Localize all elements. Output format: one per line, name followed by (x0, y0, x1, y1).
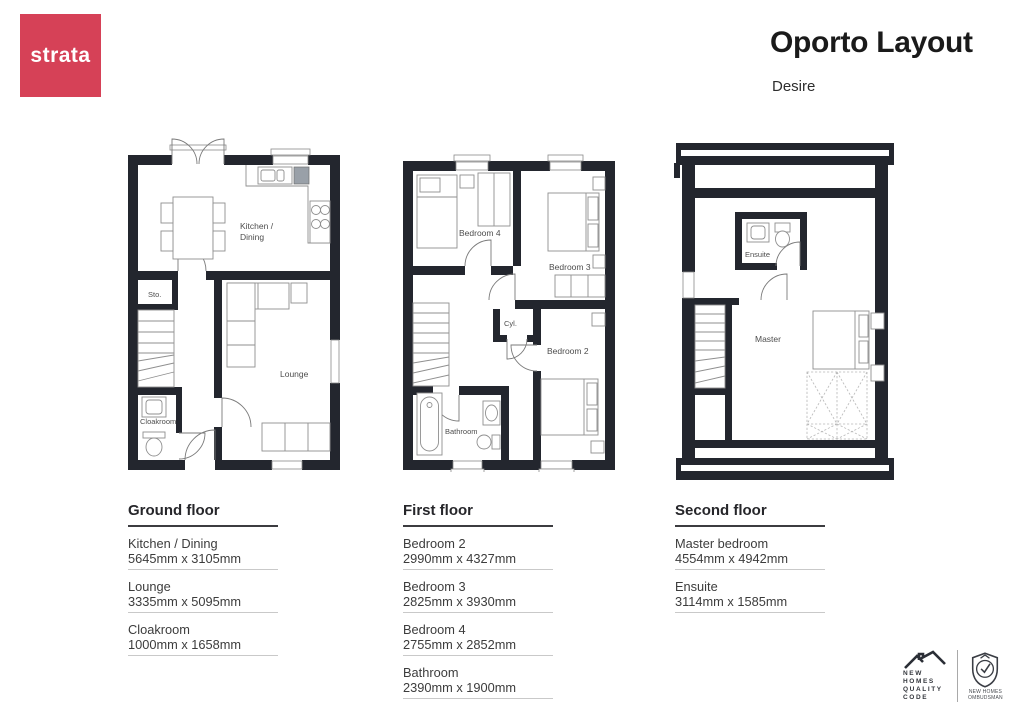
page-title: Oporto Layout (770, 26, 973, 59)
stairs-ground (138, 310, 174, 387)
label-kitchen: Kitchen / (240, 221, 274, 231)
room-name: Bedroom 2 (403, 536, 466, 551)
room-entry (128, 536, 278, 570)
room-dims: 3335mm x 5095mm (128, 594, 242, 609)
room-name: Bedroom 3 (403, 579, 466, 594)
room-entry (675, 579, 825, 613)
floorplan-first (403, 153, 615, 472)
bath (417, 393, 442, 455)
fitted-wardrobe (807, 372, 867, 439)
room-name: Cloakroom (128, 622, 190, 637)
first-floor-column (403, 502, 553, 699)
room-entry (403, 536, 553, 570)
new-homes-quality-code-logo (903, 650, 947, 702)
bathroom-toilet (477, 435, 500, 449)
room-dims: 2755mm x 2852mm (403, 637, 517, 652)
page-subtitle: Desire (772, 78, 816, 95)
room-dims: 2825mm x 3930mm (403, 594, 517, 609)
room-dims: 2990mm x 4327mm (403, 551, 517, 566)
second-floor-column (675, 502, 825, 613)
room-dims: 5645mm x 3105mm (128, 551, 242, 566)
stairs-first (413, 303, 449, 386)
room-entry (675, 536, 825, 570)
label-bedroom3: Bedroom 3 (549, 262, 591, 272)
nhqc-text-line: CODE (903, 694, 929, 701)
label-bedroom2: Bedroom 2 (547, 346, 589, 356)
room-dims: 4554mm x 4942mm (675, 551, 789, 566)
label-cloakroom: Cloakroom (140, 417, 177, 426)
label-lounge: Lounge (280, 369, 309, 379)
room-entry (128, 622, 278, 656)
floorplan-ground (128, 131, 340, 472)
room-name: Kitchen / Dining (128, 536, 218, 551)
cloakroom-basin (142, 397, 166, 417)
logo-divider (957, 650, 958, 702)
floor-heading-ground: Ground floor (128, 502, 278, 527)
room-dims: 1000mm x 1658mm (128, 637, 242, 652)
shield-check-icon (968, 651, 1002, 689)
floor-heading-second: Second floor (675, 502, 825, 527)
label-dining: Dining (240, 232, 265, 242)
label-master: Master (755, 334, 781, 344)
ombudsman-text-line: OMBUDSMAN (968, 695, 1003, 701)
certification-logos (903, 650, 1003, 702)
dining-table (161, 197, 225, 259)
roofline-icon (903, 650, 947, 670)
nhqc-text-line: NEW (903, 670, 923, 677)
label-bedroom4: Bedroom 4 (459, 228, 501, 238)
label-bathroom: Bathroom (445, 427, 478, 436)
room-name: Bathroom (403, 665, 459, 680)
room-entry (403, 579, 553, 613)
label-sto: Sto. (148, 290, 162, 299)
label-ensuite: Ensuite (745, 250, 771, 259)
room-dims: 2390mm x 1900mm (403, 680, 517, 695)
master-bed (813, 311, 884, 381)
room-entry (403, 622, 553, 656)
label-cyl: Cyl. (504, 319, 517, 328)
room-name: Ensuite (675, 579, 718, 594)
new-homes-ombudsman-logo (968, 651, 1003, 701)
corner-sofa (227, 283, 307, 367)
cloakroom-toilet (143, 432, 165, 456)
strata-logo-text: strata (30, 43, 91, 67)
nhqc-text-line: QUALITY (903, 686, 943, 693)
room-entry (128, 579, 278, 613)
ground-floor-column (128, 502, 278, 656)
sofa (262, 423, 330, 451)
stairs-second (695, 305, 725, 388)
nhqc-text-line: HOMES (903, 678, 935, 685)
strata-logo (20, 14, 101, 97)
ensuite-toilet (775, 223, 790, 247)
room-name: Lounge (128, 579, 171, 594)
ombudsman-text-line: NEW HOMES (968, 689, 1003, 695)
floor-heading-first: First floor (403, 502, 553, 527)
second-windows (683, 272, 694, 298)
bathroom-basin (483, 401, 500, 425)
room-dims: 3114mm x 1585mm (675, 594, 788, 609)
hob (310, 201, 330, 243)
bed3 (548, 177, 605, 297)
ensuite-basin (747, 223, 769, 242)
bed2 (541, 313, 605, 453)
room-entry (403, 665, 553, 699)
floorplan-second (674, 143, 896, 480)
room-name: Master bedroom (675, 536, 769, 551)
room-name: Bedroom 4 (403, 622, 466, 637)
